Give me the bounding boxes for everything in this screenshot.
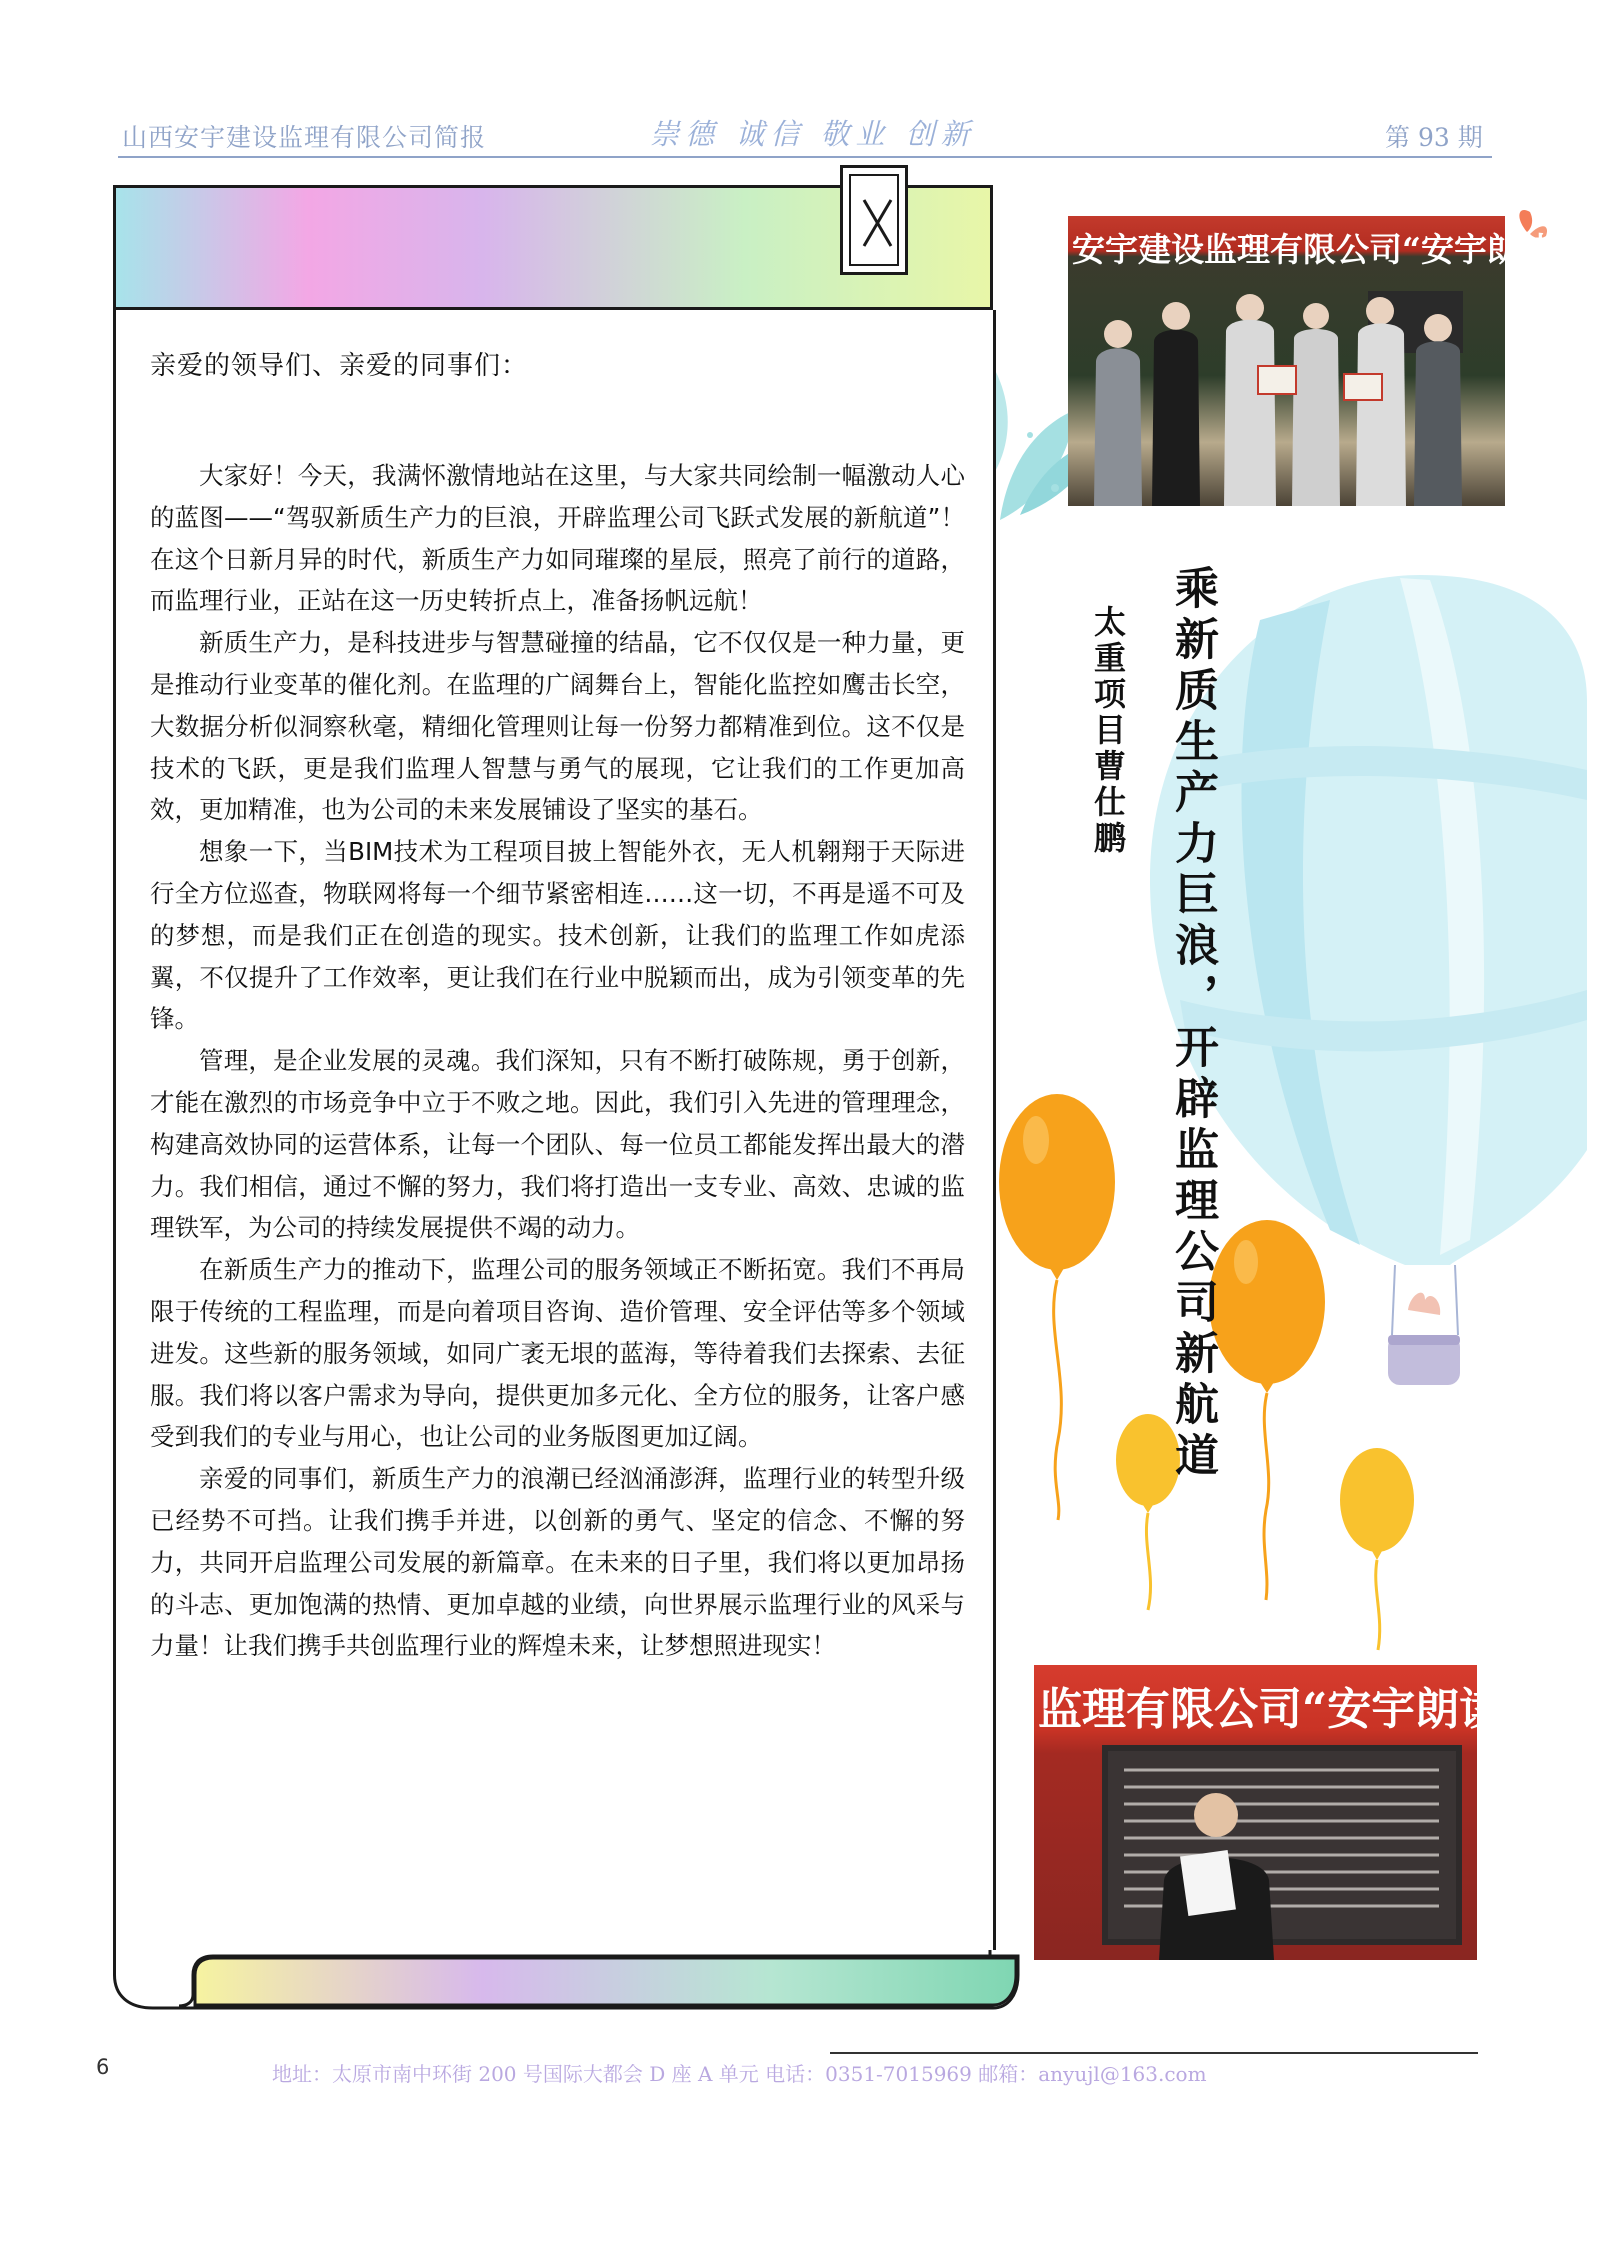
page-number: 6 — [96, 2055, 110, 2079]
newsletter-name: 山西安宇建设监理有限公司简报 — [122, 123, 487, 152]
speaker-photo — [1034, 1665, 1504, 1960]
article-paragraph: 大家好！今天，我满怀激情地站在这里，与大家共同绘制一幅激动人心的蓝图——“驾驭新质生产力的巨浪，开辟监理公司飞跃式发展的新航道”！在这个日新月异的时代，新质生产力如同璀璨的星辰，照亮了前行的道路，而监理行业，正站在这一历史转折点上，准备扬帆远航！ — [150, 461, 965, 616]
article-paragraph: 在新质生产力的推动下，监理公司的服务领域正不断拓宽。我们不再局限于传统的工程监理，而是向着项目咨询、造价管理、安全评估等多个领域进发。这些新的服务领域，如同广袤无垠的蓝海，等待着我们去探索、去征服。我们将以客户需求为导向，提供更加多元化、全方位的服务，让客户感受到我们的专业与用心，也让公司的业务版图更加辽阔。 — [150, 1255, 965, 1452]
footer-contact: 地址：太原市南中环街 200 号国际大都会 D 座 A 单元 电话：0351-7015969 邮箱：anyujl@163.com — [272, 2062, 1207, 2086]
close-x-icon — [851, 176, 903, 270]
photo-banner-text: 监理有限公司“安宇朗读 — [1038, 1684, 1504, 1735]
yellow-balloon-icon — [1340, 1448, 1414, 1650]
scroll-tab — [840, 165, 908, 275]
article-title: 乘新质生产力巨浪，开辟监理公司新航道 — [1167, 565, 1218, 1483]
article-paragraph: 管理，是企业发展的灵魂。我们深知，只有不断打破陈规，勇于创新，才能在激烈的市场竞争中立于不败之地。因此，我们引入先进的管理理念，构建高效协同的运营体系，让每一个团队、每一位员工都能发挥出最大的潜力。我们相信，通过不懈的努力，我们将打造出一支专业、高效、忠诚的监理铁军，为公司的持续发展提供不竭的动力。 — [150, 1046, 965, 1243]
photo-banner-text: 安宇建设监理有限公司“安宇朗读者” — [1072, 230, 1605, 269]
article-greeting: 亲爱的领导们、亲爱的同事们： — [150, 351, 529, 381]
article-body — [150, 455, 965, 1667]
article-paragraph: 亲爱的同事们，新质生产力的浪潮已经汹涌澎湃，监理行业的转型升级已经势不可挡。让我们携手并进，以创新的勇气、坚定的信念、不懈的努力，共同开启监理公司发展的新篇章。在未来的日子里，我们将以更加昂扬的斗志、更加饱满的热情、更加卓越的业绩，向世界展示监理行业的风采与力量！让我们携手共创监理行业的辉煌未来，让梦想照进现实！ — [150, 1464, 965, 1661]
company-motto: 崇德 诚信 敬业 创新 — [650, 117, 976, 151]
article-author: 太重项目曹仕鹏 — [1089, 605, 1127, 857]
people-silhouettes — [1068, 216, 1505, 506]
issue-number: 第 93 期 — [1385, 123, 1483, 152]
group-photo — [1068, 216, 1605, 506]
orange-balloon-icon — [1209, 1220, 1325, 1600]
speaker-scene — [1034, 1665, 1477, 1960]
article-paragraph: 新质生产力，是科技进步与智慧碰撞的结晶，它不仅仅是一种力量，更是推动行业变革的催化剂。在监理的广阔舞台上，智能化监控如鹰击长空，大数据分析似洞察秋毫，精细化管理则让每一份努力都精准到位。这不仅是技术的飞跃，更是我们监理人智慧与勇气的展现，它让我们的工作更加高效，更加精准，也为公司的未来发展铺设了坚实的基石。 — [150, 628, 965, 825]
scroll-bottom-curl — [113, 1950, 1023, 2012]
orange-balloon-icon — [999, 1094, 1115, 1520]
footer-divider — [830, 2052, 1478, 2054]
article-paragraph: 想象一下，当BIM技术为工程项目披上智能外衣，无人机翱翔于天际进行全方位巡查，物联网将每一个细节紧密相连……这一切，不再是遥不可及的梦想，而是我们正在创造的现实。技术创新，让我们的监理工作如虎添翼，不仅提升了工作效率，更让我们在行业中脱颖而出，成为引领变革的先锋。 — [150, 837, 965, 1034]
